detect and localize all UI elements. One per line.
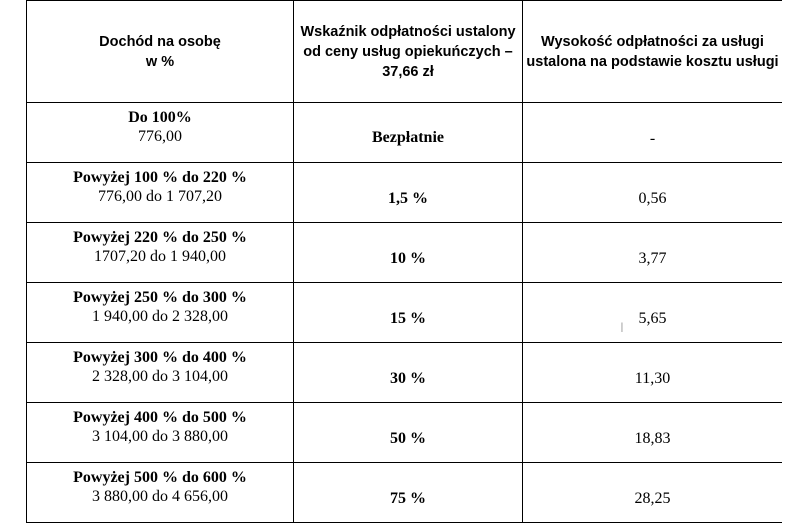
fee-cell: 18,83 [523,403,783,463]
income-range-cell [27,463,294,523]
income-range-label: Powyżej 500 % do 600 % [73,469,247,486]
income-range-label: Powyżej 100 % do 220 % [73,169,247,186]
header-rate: Wskaźnik odpłatności ustalony od ceny usług opiekuńczych –37,66 zł [294,1,523,103]
rate-cell: 1,5 % [294,163,523,223]
table-row [27,463,783,523]
table-header-row [27,1,783,103]
income-range-cell [27,403,294,463]
table-row [27,283,783,343]
table-row [27,103,783,163]
rate-cell: 10 % [294,223,523,283]
table-row [27,343,783,403]
income-amount-range: 776,00 do 1 707,20 [98,188,222,205]
rate-cell: 30 % [294,343,523,403]
income-range-cell [27,163,294,223]
income-amount-range: 1707,20 do 1 940,00 [94,248,226,265]
fee-table [26,0,783,523]
income-amount-range: 3 104,00 do 3 880,00 [92,428,228,445]
fee-cell: - [523,103,783,163]
income-amount-range: 1 940,00 do 2 328,00 [92,308,228,325]
fee-cell: 3,77 [523,223,783,283]
table-row [27,403,783,463]
text-cursor-icon: I [620,319,624,335]
income-range-cell [27,103,294,163]
rate-cell: 50 % [294,403,523,463]
rate-cell: Bezpłatnie [294,103,523,163]
income-range-label: Do 100% [128,109,192,126]
table-row [27,223,783,283]
header-income-line2: w % [145,53,175,70]
fee-cell: 28,25 [523,463,783,523]
income-amount-range: 3 880,00 do 4 656,00 [92,488,228,505]
income-amount-range: 2 328,00 do 3 104,00 [92,368,228,385]
income-range-label: Powyżej 250 % do 300 % [73,289,247,306]
income-range-label: Powyżej 400 % do 500 % [73,409,247,426]
fee-cell: 0,56 [523,163,783,223]
table-body [27,103,783,523]
fee-cell: 11,30 [523,343,783,403]
table-row [27,163,783,223]
income-range-cell [27,343,294,403]
header-income [27,1,294,103]
income-range-cell [27,283,294,343]
rate-cell: 75 % [294,463,523,523]
header-fee: Wysokość odpłatności za usługi ustalona na podstawie kosztu usługi [523,1,783,103]
rate-cell: 15 % [294,283,523,343]
income-range-label: Powyżej 220 % do 250 % [73,229,247,246]
income-amount-range: 776,00 [138,128,182,145]
fee-cell: 5,65 [523,283,783,343]
income-range-label: Powyżej 300 % do 400 % [73,349,247,366]
page-edge [782,0,788,529]
income-range-cell [27,223,294,283]
header-income-line1: Dochód na osobę [99,33,221,50]
